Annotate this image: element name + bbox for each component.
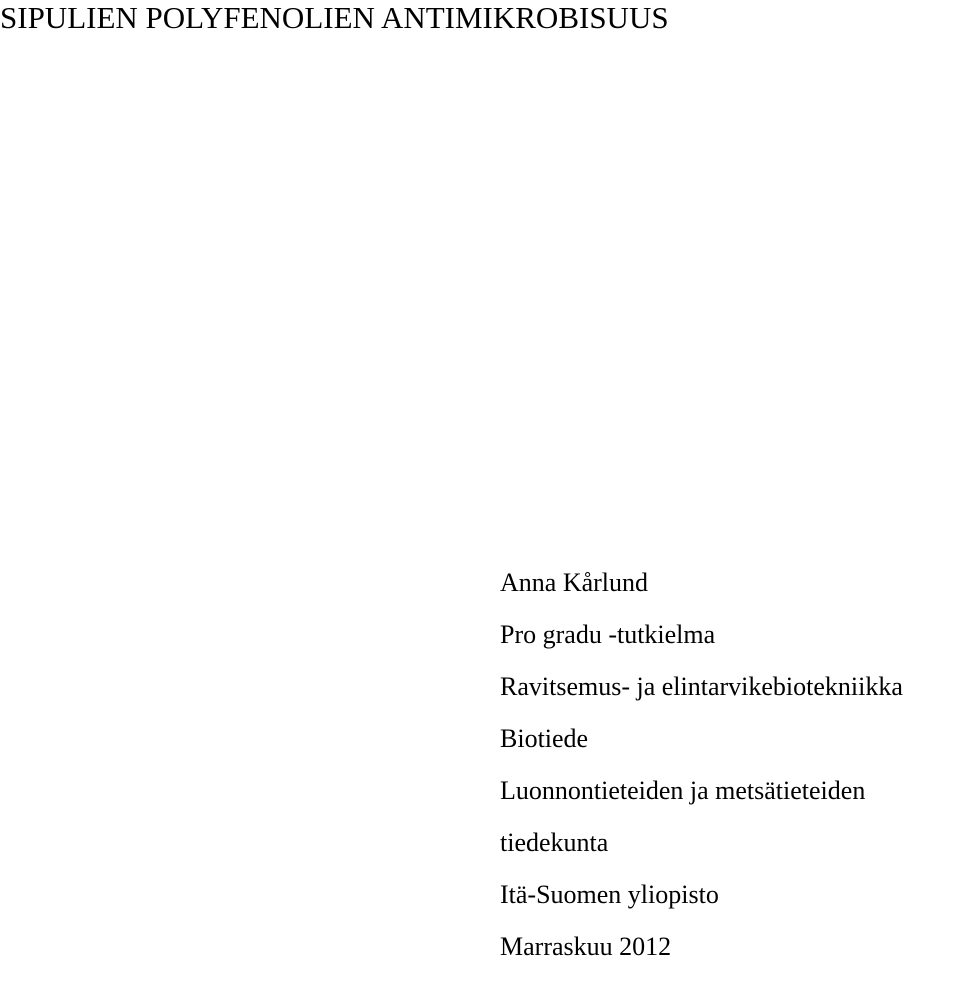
university: Itä-Suomen yliopisto — [500, 880, 719, 909]
faculty-line-1: Luonnontieteiden ja metsätieteiden — [500, 776, 866, 805]
author-name: Anna Kårlund — [500, 568, 649, 597]
faculty-line-2: tiedekunta — [500, 828, 609, 857]
thesis-type: Pro gradu -tutkielma — [500, 620, 716, 649]
subject: Biotiede — [500, 724, 589, 753]
document-title: SIPULIEN POLYFENOLIEN ANTIMIKROBISUUS — [0, 0, 669, 35]
study-programme: Ravitsemus- ja elintarvikebiotekniikka — [500, 672, 903, 701]
date: Marraskuu 2012 — [500, 932, 672, 961]
author-info-block — [500, 568, 960, 984]
